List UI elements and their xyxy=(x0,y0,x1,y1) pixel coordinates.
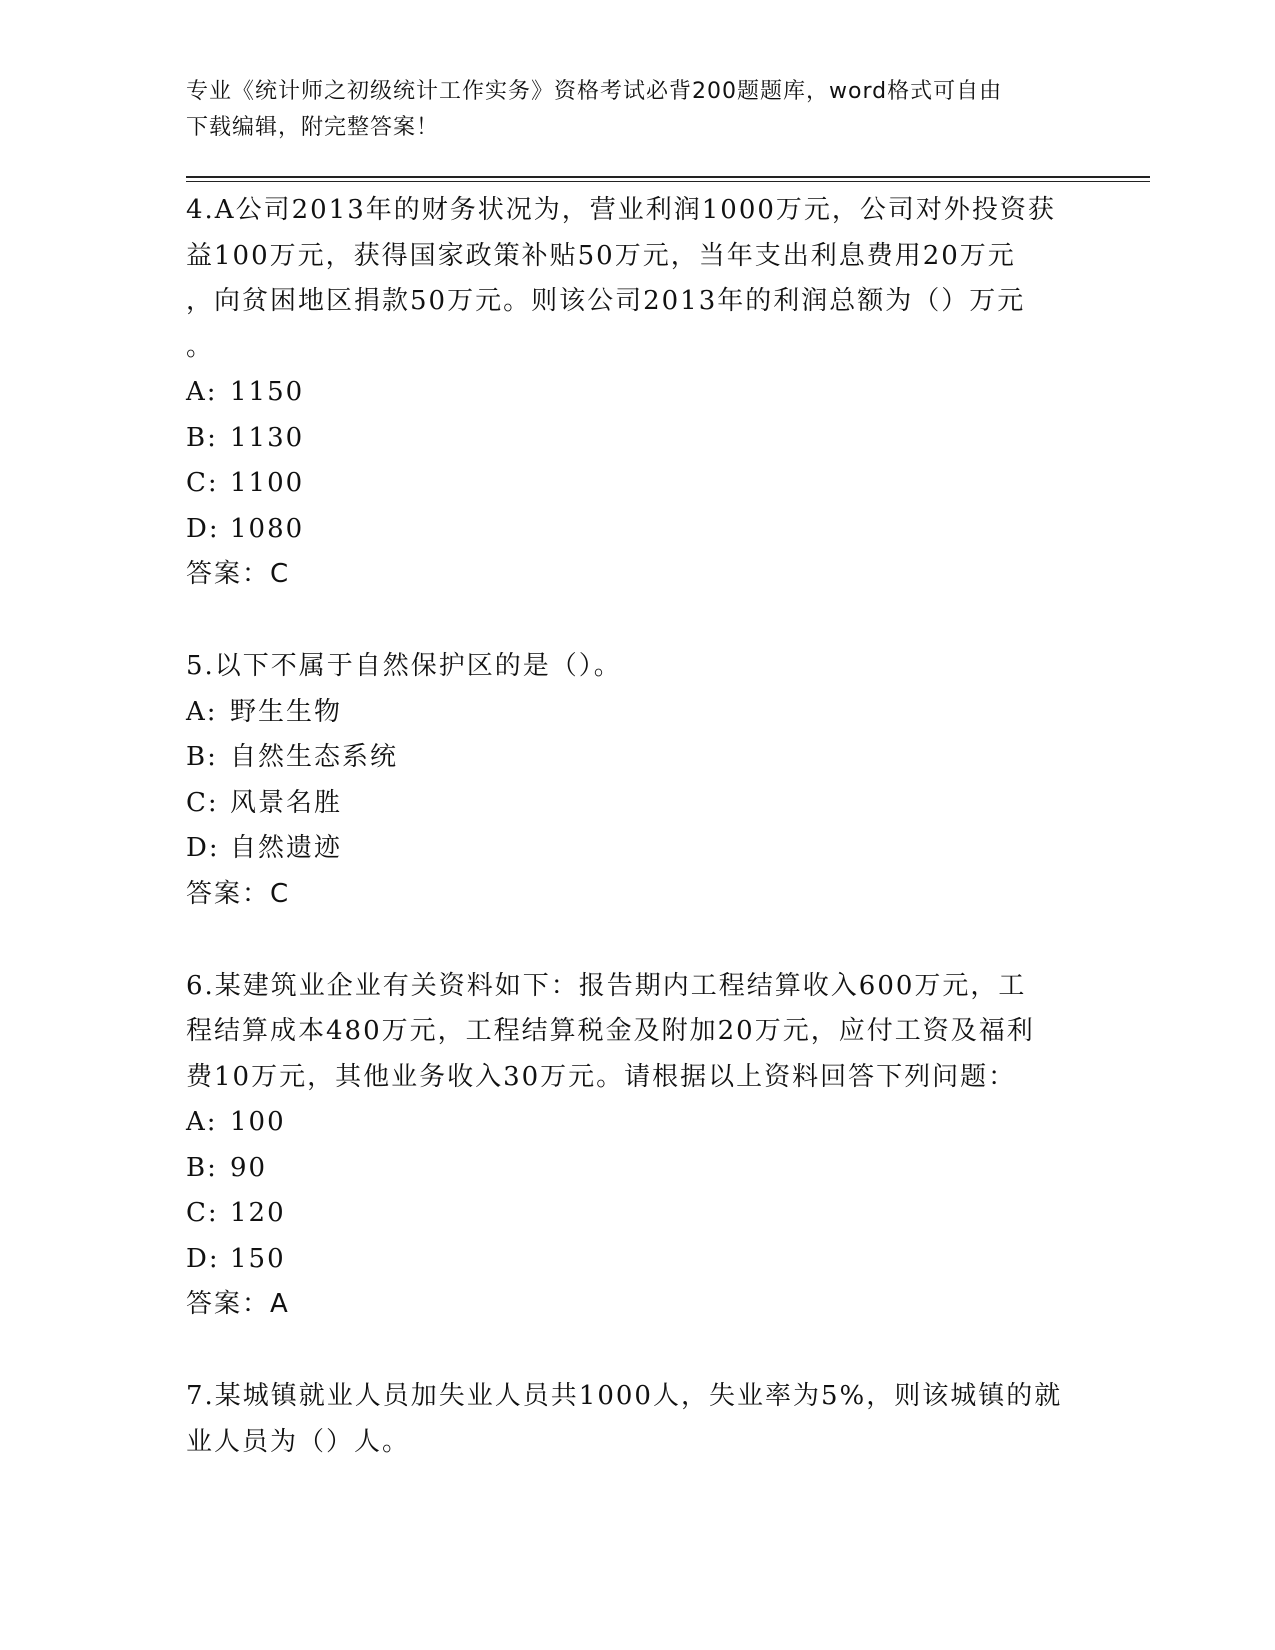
option-key: A: xyxy=(186,377,218,407)
option-text: 1150 xyxy=(230,377,305,407)
answer-line: 答案：A xyxy=(186,1289,290,1319)
option-text: 野生生物 xyxy=(230,696,343,727)
question-stem-line: 费10万元，其他业务收入30万元。请根据以上资料回答下列问题： xyxy=(186,1061,1017,1092)
header-divider-thick xyxy=(186,176,1150,178)
answer-line: 答案：C xyxy=(186,878,291,909)
option-key: B: xyxy=(186,1152,218,1183)
option-key: A: xyxy=(186,696,218,727)
option-key: C: xyxy=(186,1198,219,1228)
question-stem-line: 7.某城镇就业人员加失业人员共1000人，失业率为5%，则该城镇的就 xyxy=(186,1381,1063,1411)
option-c xyxy=(186,461,1086,507)
question-stem-line: 业人员为（）人。 xyxy=(186,1426,411,1457)
option-c xyxy=(186,1191,1086,1237)
option-key: D: xyxy=(186,513,220,544)
answer-line: 答案：C xyxy=(186,559,291,589)
option-key: D: xyxy=(186,833,220,863)
option-b xyxy=(186,1146,1086,1192)
option-a xyxy=(186,690,1086,736)
option-key: A: xyxy=(186,1107,218,1137)
option-c xyxy=(186,781,1086,827)
option-text: 1130 xyxy=(230,422,305,453)
option-text: 1100 xyxy=(230,468,305,498)
question-6 xyxy=(186,964,1086,1328)
question-stem-line: 益100万元，获得国家政策补贴50万元，当年支出利息费用20万元 xyxy=(186,240,1016,271)
question-list xyxy=(186,188,1086,1512)
option-b xyxy=(186,735,1086,781)
option-a xyxy=(186,370,1086,416)
option-d xyxy=(186,507,1086,553)
option-text: 自然遗迹 xyxy=(230,833,343,863)
option-d xyxy=(186,826,1086,872)
option-text: 100 xyxy=(230,1107,286,1137)
question-stem-line: 程结算成本480万元，工程结算税金及附加20万元，应付工资及福利 xyxy=(186,1016,1035,1046)
question-stem-line: 5.以下不属于自然保护区的是（）。 xyxy=(186,651,622,681)
option-key: D: xyxy=(186,1243,220,1274)
option-d xyxy=(186,1237,1086,1283)
option-key: B: xyxy=(186,742,218,772)
question-stem-line: 6.某建筑业企业有关资料如下：报告期内工程结算收入600万元，工 xyxy=(186,970,1027,1001)
header-line-1: 专业《统计师之初级统计工作实务》资格考试必背200题题库，word格式可自由 xyxy=(186,79,1003,104)
question-stem-line: 4.A公司2013年的财务状况为，营业利润1000万元，公司对外投资获 xyxy=(186,195,1056,225)
question-5 xyxy=(186,644,1086,917)
option-text: 1080 xyxy=(230,513,305,544)
option-a xyxy=(186,1100,1086,1146)
question-4 xyxy=(186,188,1086,597)
document-header xyxy=(186,74,1066,146)
header-divider-thin xyxy=(186,181,1150,182)
option-text: 自然生态系统 xyxy=(230,742,399,772)
option-text: 150 xyxy=(230,1243,286,1274)
option-key: C: xyxy=(186,787,219,818)
header-line-2: 下载编辑，附完整答案！ xyxy=(186,115,440,140)
option-key: B: xyxy=(186,422,218,453)
option-b xyxy=(186,416,1086,462)
option-text: 风景名胜 xyxy=(230,787,343,818)
option-key: C: xyxy=(186,468,219,498)
option-text: 90 xyxy=(230,1152,268,1183)
option-text: 120 xyxy=(230,1198,286,1228)
question-stem-line: 。 xyxy=(186,331,215,362)
question-7 xyxy=(186,1374,1086,1465)
question-stem-line: ，向贫困地区捐款50万元。则该公司2013年的利润总额为（）万元 xyxy=(186,286,1026,316)
